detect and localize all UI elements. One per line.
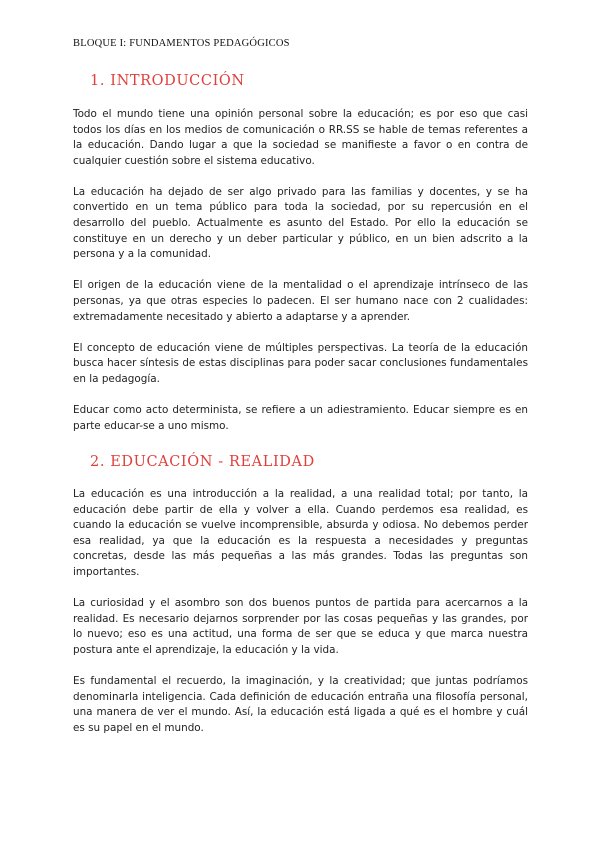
paragraph: La curiosidad y el asombro son dos buenos puntos de partida para acercarnos a la realidad. Es necesario dejarnos sorprender por las cosas pequeñas y las grandes, por lo nuevo; eso es una actitud, una forma de ser que se educa y que marca nuestra postura ante el aprendizaje, la educación y la vida. [73, 597, 528, 656]
paragraph: El concepto de educación viene de múltiples perspectivas. La teoría de la educación busca hacer síntesis de estas disciplinas para poder sacar conclusiones fundamentales en la pedagogía. [73, 341, 528, 385]
section-introduccion [73, 73, 528, 434]
paragraph: El origen de la educación viene de la mentalidad o el aprendizaje intrínseco de las personas, ya que otras especies lo padecen. El ser humano nace con 2 cualidades: extremadamente necesitado y abierto a adaptarse y a aprender. [73, 279, 528, 323]
running-header: BLOQUE I: FUNDAMENTOS PEDAGÓGICOS [73, 38, 290, 49]
paragraph: Todo el mundo tiene una opinión personal sobre la educación; es por eso que casi todos los días en los medios de comunicación o RR.SS se hable de temas referentes a la educación. Dando lugar a que la sociedad se manifieste a favor o en contra de cualquier cuestión sobre el sistema educativo. [73, 108, 528, 167]
section-title: 2. EDUCACIÓN - REALIDAD [90, 454, 315, 471]
section-title: 1. INTRODUCCIÓN [90, 73, 245, 89]
paragraph: La educación ha dejado de ser algo privado para las familias y docentes, y se ha convertido en un tema público para toda la sociedad, por su repercusión en el desarrollo del pueblo. Actualmente es asunto del Estado. Por ello la educación se constituye en un derecho y un deber particular y público, en un bien adscrito a la persona y a la comunidad. [73, 185, 528, 261]
paragraph: Educar como acto determinista, se refiere a un adiestramiento. Educar siempre es en parte educar-se a uno mismo. [73, 403, 528, 432]
section-educacion-realidad [73, 454, 528, 736]
paragraph: La educación es una introducción a la realidad, a una realidad total; por tanto, la educación debe partir de ella y volver a ella. Cuando perdemos esa realidad, es cuando la educación se vuelve incomprensible, absurda y odiosa. No debemos perder esa realidad, ya que la educación es la respuesta a necesidades y preguntas concretas, desde las más pequeñas a las más grandes. Todas las preguntas son importantes. [73, 488, 528, 579]
paragraph: Es fundamental el recuerdo, la imaginación, y la creatividad; que juntas podríamos denominarla inteligencia. Cada definición de educación entraña una filosofía personal, una manera de ver el mundo. Así, la educación está ligada a qué es el hombre y cuál es su papel en el mundo. [73, 675, 528, 734]
